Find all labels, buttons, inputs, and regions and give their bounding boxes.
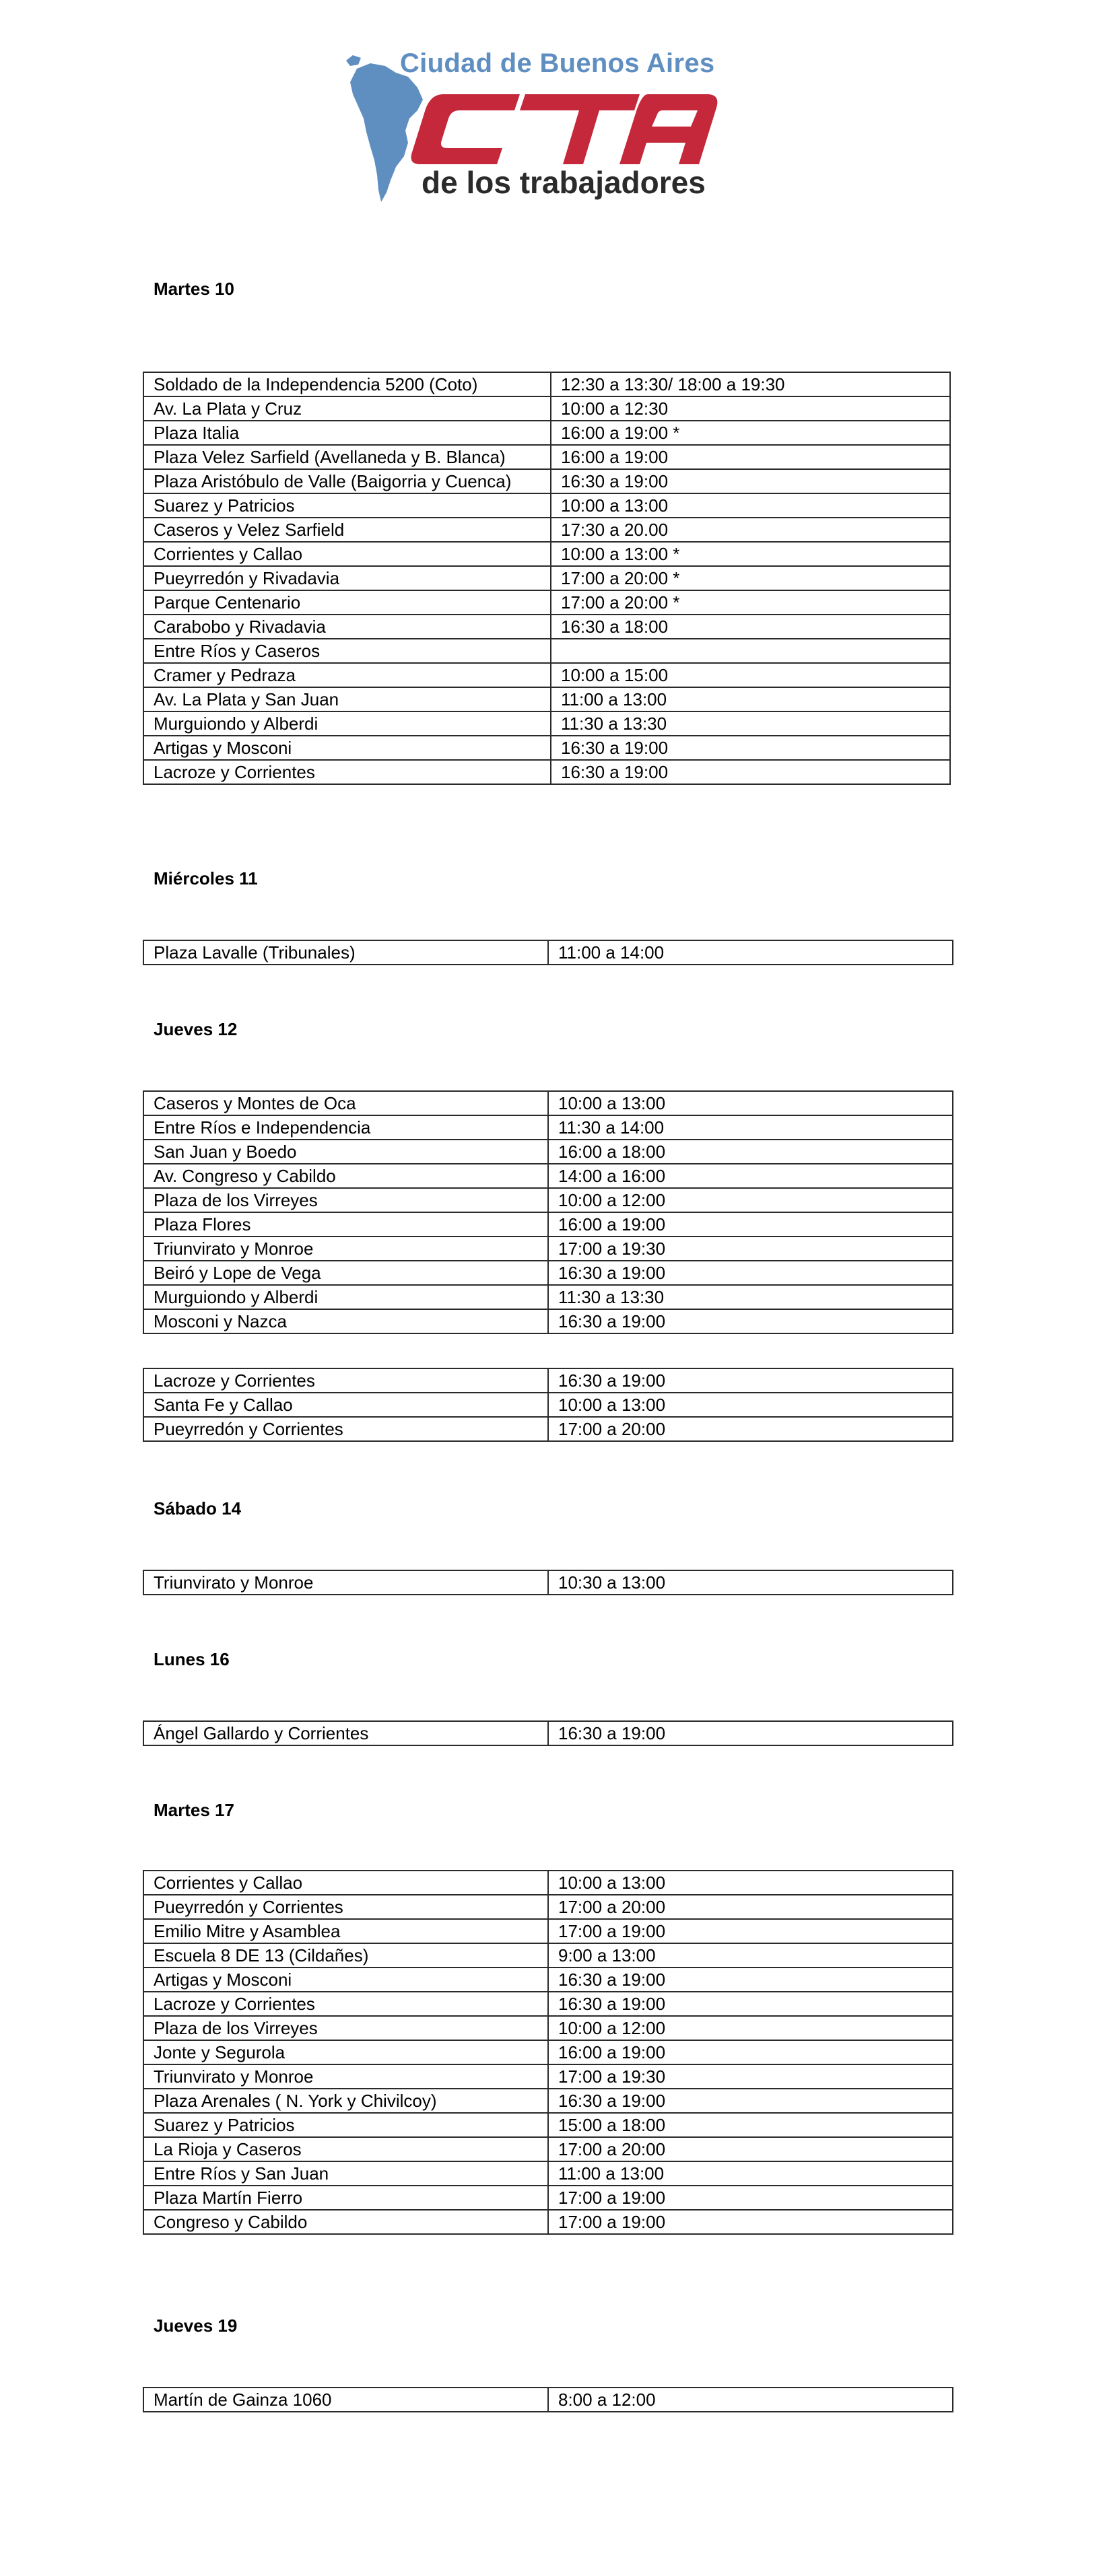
- table-row: [143, 445, 950, 469]
- time-cell: 10:00 a 13:00: [548, 1871, 953, 1895]
- org-tagline: de los trabajadores: [422, 165, 706, 200]
- time-cell: 17:00 a 20:00 *: [551, 590, 950, 615]
- time-cell: 15:00 a 18:00: [548, 2113, 953, 2137]
- table-row: [143, 1091, 953, 1115]
- time-cell: 11:30 a 13:30: [551, 711, 950, 736]
- table-row: [143, 1188, 953, 1212]
- time-cell: 9:00 a 13:00: [548, 1943, 953, 1968]
- time-cell: 17:00 a 19:00: [548, 1919, 953, 1943]
- table-row: [143, 1871, 953, 1895]
- table-row: [143, 1164, 953, 1188]
- location-cell: Lacroze y Corrientes: [143, 1368, 548, 1393]
- location-cell: Pueyrredón y Corrientes: [143, 1895, 548, 1919]
- time-cell: 10:00 a 13:00: [548, 1091, 953, 1115]
- location-cell: Plaza Italia: [143, 421, 551, 445]
- location-cell: Murguiondo y Alberdi: [143, 711, 551, 736]
- location-cell: Caseros y Montes de Oca: [143, 1091, 548, 1115]
- location-cell: Plaza de los Virreyes: [143, 2016, 548, 2040]
- time-cell: 16:30 a 18:00: [551, 615, 950, 639]
- time-cell: 16:00 a 19:00: [551, 445, 950, 469]
- day-heading: Sábado 14: [154, 1498, 242, 1519]
- table-row: [143, 542, 950, 566]
- location-cell: Plaza Flores: [143, 1212, 548, 1237]
- time-cell: 16:30 a 19:00: [548, 2089, 953, 2113]
- time-cell: 10:00 a 12:00: [548, 1188, 953, 1212]
- cta-logo: [343, 48, 761, 210]
- location-cell: Corrientes y Callao: [143, 542, 551, 566]
- time-cell: 11:30 a 13:30: [548, 1285, 953, 1309]
- table-row: [143, 1237, 953, 1261]
- day-heading: Jueves 12: [154, 1019, 238, 1039]
- time-cell: 16:30 a 19:00: [548, 1968, 953, 1992]
- schedule-table: [143, 1570, 953, 1595]
- time-cell: 16:30 a 19:00: [551, 736, 950, 760]
- location-cell: Lacroze y Corrientes: [143, 1992, 548, 2016]
- location-cell: Mosconi y Nazca: [143, 1309, 548, 1333]
- table-row: [143, 760, 950, 784]
- location-cell: Pueyrredón y Corrientes: [143, 1417, 548, 1441]
- location-cell: Caseros y Velez Sarfield: [143, 518, 551, 542]
- day-heading: Martes 10: [154, 279, 234, 299]
- day-heading: Martes 17: [154, 1800, 234, 1820]
- location-cell: Corrientes y Callao: [143, 1871, 548, 1895]
- table-row: [143, 372, 950, 396]
- location-cell: Av. La Plata y San Juan: [143, 687, 551, 711]
- table-row: [143, 663, 950, 687]
- time-cell: 17:00 a 20:00 *: [551, 566, 950, 590]
- schedule-table: [143, 1870, 953, 2235]
- location-cell: Pueyrredón y Rivadavia: [143, 566, 551, 590]
- location-cell: Santa Fe y Callao: [143, 1393, 548, 1417]
- time-cell: 11:00 a 14:00: [548, 940, 953, 965]
- table-row: [143, 590, 950, 615]
- time-cell: 16:00 a 19:00: [548, 2040, 953, 2064]
- time-cell: 10:00 a 13:00 *: [551, 542, 950, 566]
- table-row: [143, 1212, 953, 1237]
- location-cell: Entre Ríos e Independencia: [143, 1115, 548, 1140]
- table-row: [143, 493, 950, 518]
- time-cell: 10:00 a 15:00: [551, 663, 950, 687]
- time-cell: 16:30 a 19:00: [551, 760, 950, 784]
- table-row: [143, 736, 950, 760]
- time-cell: 16:30 a 19:00: [551, 469, 950, 493]
- location-cell: Triunvirato y Monroe: [143, 2064, 548, 2089]
- table-row: [143, 2089, 953, 2113]
- time-cell: 16:30 a 19:00: [548, 1368, 953, 1393]
- table-row: [143, 1140, 953, 1164]
- table-row: [143, 940, 953, 965]
- time-cell: 16:00 a 18:00: [548, 1140, 953, 1164]
- org-city-line: Ciudad de Buenos Aires: [400, 48, 715, 78]
- table-row: [143, 1368, 953, 1393]
- time-cell: 10:30 a 13:00: [548, 1570, 953, 1595]
- location-cell: Plaza Arenales ( N. York y Chivilcoy): [143, 2089, 548, 2113]
- table-row: [143, 2186, 953, 2210]
- time-cell: 12:30 a 13:30/ 18:00 a 19:30: [551, 372, 950, 396]
- time-cell: 16:30 a 19:00: [548, 1309, 953, 1333]
- time-cell: 17:00 a 20:00: [548, 2137, 953, 2161]
- table-row: [143, 2113, 953, 2137]
- time-cell: 16:30 a 19:00: [548, 1992, 953, 2016]
- table-row: [143, 1285, 953, 1309]
- schedule-table: [143, 2387, 953, 2412]
- table-row: [143, 1115, 953, 1140]
- time-cell: 17:00 a 19:00: [548, 2186, 953, 2210]
- table-row: [143, 1919, 953, 1943]
- table-row: [143, 1895, 953, 1919]
- table-row: [143, 711, 950, 736]
- time-cell: 8:00 a 12:00: [548, 2388, 953, 2412]
- time-cell: 17:00 a 19:00: [548, 2210, 953, 2234]
- location-cell: Cramer y Pedraza: [143, 663, 551, 687]
- table-row: [143, 639, 950, 663]
- location-cell: Murguiondo y Alberdi: [143, 1285, 548, 1309]
- table-row: [143, 2016, 953, 2040]
- time-cell: 14:00 a 16:00: [548, 1164, 953, 1188]
- location-cell: Parque Centenario: [143, 590, 551, 615]
- location-cell: Escuela 8 DE 13 (Cildañes): [143, 1943, 548, 1968]
- location-cell: Congreso y Cabildo: [143, 2210, 548, 2234]
- table-row: [143, 615, 950, 639]
- time-cell: 10:00 a 12:00: [548, 2016, 953, 2040]
- table-row: [143, 687, 950, 711]
- time-cell: 16:00 a 19:00: [548, 1212, 953, 1237]
- location-cell: Soldado de la Independencia 5200 (Coto): [143, 372, 551, 396]
- table-row: [143, 1968, 953, 1992]
- location-cell: Triunvirato y Monroe: [143, 1570, 548, 1595]
- location-cell: Plaza Velez Sarfield (Avellaneda y B. Blanca): [143, 445, 551, 469]
- time-cell: 17:00 a 20:00: [548, 1895, 953, 1919]
- schedule-table: [143, 1720, 953, 1746]
- location-cell: Emilio Mitre y Asamblea: [143, 1919, 548, 1943]
- location-cell: San Juan y Boedo: [143, 1140, 548, 1164]
- day-heading: Miércoles 11: [154, 868, 258, 889]
- table-row: [143, 1393, 953, 1417]
- day-heading: Jueves 19: [154, 2316, 238, 2336]
- location-cell: Plaza de los Virreyes: [143, 1188, 548, 1212]
- table-row: [143, 1570, 953, 1595]
- location-cell: Av. Congreso y Cabildo: [143, 1164, 548, 1188]
- table-row: [143, 518, 950, 542]
- location-cell: Jonte y Segurola: [143, 2040, 548, 2064]
- table-row: [143, 1943, 953, 1968]
- time-cell: 11:00 a 13:00: [551, 687, 950, 711]
- location-cell: Plaza Aristóbulo de Valle (Baigorria y Cuenca): [143, 469, 551, 493]
- schedule-table: [143, 1368, 953, 1442]
- location-cell: Entre Ríos y San Juan: [143, 2161, 548, 2186]
- location-cell: Triunvirato y Monroe: [143, 1237, 548, 1261]
- cta-letters: [411, 94, 718, 164]
- table-row: [143, 1309, 953, 1333]
- time-cell: 17:30 a 20.00: [551, 518, 950, 542]
- table-row: [143, 396, 950, 421]
- table-row: [143, 1992, 953, 2016]
- location-cell: Plaza Martín Fierro: [143, 2186, 548, 2210]
- table-row: [143, 1721, 953, 1745]
- time-cell: 16:30 a 19:00: [548, 1721, 953, 1745]
- table-row: [143, 421, 950, 445]
- schedule-table: [143, 940, 953, 965]
- time-cell: 17:00 a 19:30: [548, 2064, 953, 2089]
- table-row: [143, 2137, 953, 2161]
- location-cell: Ángel Gallardo y Corrientes: [143, 1721, 548, 1745]
- location-cell: Artigas y Mosconi: [143, 1968, 548, 1992]
- time-cell: 10:00 a 12:30: [551, 396, 950, 421]
- time-cell: 17:00 a 19:30: [548, 1237, 953, 1261]
- location-cell: Beiró y Lope de Vega: [143, 1261, 548, 1285]
- table-row: [143, 2210, 953, 2234]
- table-row: [143, 566, 950, 590]
- location-cell: La Rioja y Caseros: [143, 2137, 548, 2161]
- location-cell: Lacroze y Corrientes: [143, 760, 551, 784]
- table-row: [143, 469, 950, 493]
- location-cell: Artigas y Mosconi: [143, 736, 551, 760]
- map-shape-icon: [350, 63, 423, 202]
- time-cell: 17:00 a 20:00: [548, 1417, 953, 1441]
- location-cell: Entre Ríos y Caseros: [143, 639, 551, 663]
- location-cell: Carabobo y Rivadavia: [143, 615, 551, 639]
- table-row: [143, 1417, 953, 1441]
- location-cell: Av. La Plata y Cruz: [143, 396, 551, 421]
- day-heading: Lunes 16: [154, 1649, 230, 1669]
- location-cell: Plaza Lavalle (Tribunales): [143, 940, 548, 965]
- location-cell: Suarez y Patricios: [143, 493, 551, 518]
- schedule-table: [143, 372, 951, 785]
- table-row: [143, 1261, 953, 1285]
- location-cell: Martín de Gainza 1060: [143, 2388, 548, 2412]
- schedule-table: [143, 1090, 953, 1334]
- table-row: [143, 2040, 953, 2064]
- time-cell: 11:30 a 14:00: [548, 1115, 953, 1140]
- time-cell: [551, 639, 950, 663]
- time-cell: 16:30 a 19:00: [548, 1261, 953, 1285]
- time-cell: 10:00 a 13:00: [548, 1393, 953, 1417]
- time-cell: 11:00 a 13:00: [548, 2161, 953, 2186]
- location-cell: Suarez y Patricios: [143, 2113, 548, 2137]
- table-row: [143, 2161, 953, 2186]
- time-cell: 10:00 a 13:00: [551, 493, 950, 518]
- time-cell: 16:00 a 19:00 *: [551, 421, 950, 445]
- table-row: [143, 2064, 953, 2089]
- table-row: [143, 2388, 953, 2412]
